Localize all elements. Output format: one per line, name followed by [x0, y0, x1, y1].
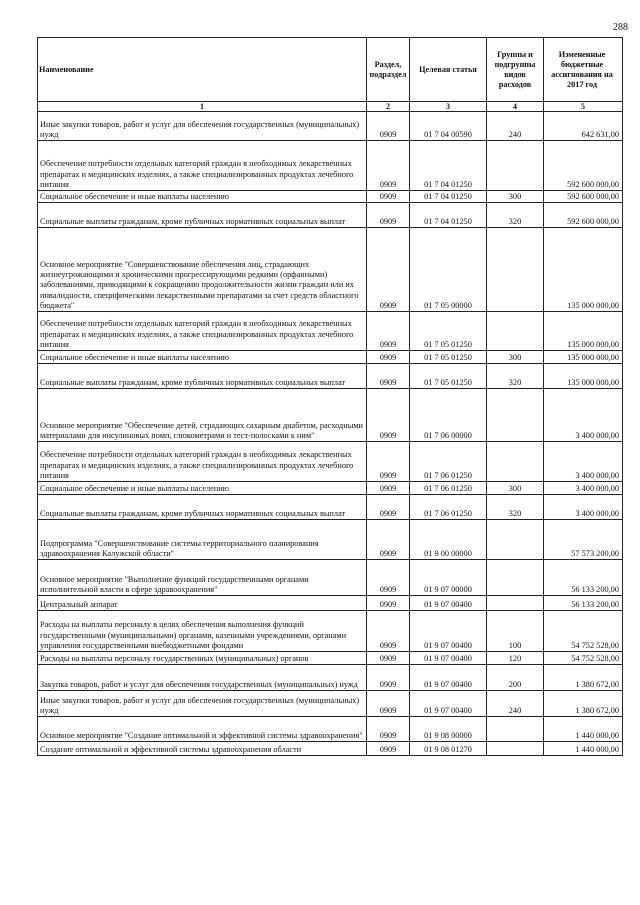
- row-group: 240: [487, 112, 544, 141]
- table-row: [38, 312, 623, 351]
- row-group: [487, 520, 544, 560]
- row-section: 0909: [367, 652, 410, 665]
- table-row: [38, 191, 623, 203]
- table-row: [38, 203, 623, 228]
- row-amount: 592 600 000,00: [544, 203, 623, 228]
- table-row: [38, 141, 623, 191]
- row-name: Обеспечение потребности отдельных категорий граждан в необходимых лекарственных препаратах и медицинских изделиях, а также специализированных продуктах лечебного питания: [38, 141, 367, 191]
- row-name: Центральный аппарат: [38, 596, 367, 611]
- table-row: [38, 596, 623, 611]
- row-target: 01 7 04 01250: [410, 203, 487, 228]
- table-row: [38, 665, 623, 691]
- row-section: 0909: [367, 203, 410, 228]
- budget-table: [37, 37, 623, 756]
- row-name: Основное мероприятие "Совершенствование обеспечения лиц, страдающих жизнеугрожающими и хроническими прогрессирующими редкими (орфанными) заболеваниями, приводящими к сокращению продолжительности жизни граждан или их инвалидности, специфическими лекарственными препаратами за счет средств областного бюджета": [38, 228, 367, 312]
- table-row: [38, 228, 623, 312]
- row-name: Основное мероприятие "Создание оптимальной и эффективной системы здравоохранения": [38, 717, 367, 742]
- row-name: Социальное обеспечение и иные выплаты населению: [38, 351, 367, 364]
- row-target: 01 9 07 00400: [410, 611, 487, 652]
- row-section: 0909: [367, 228, 410, 312]
- row-group: 320: [487, 364, 544, 389]
- row-name: Закупка товаров, работ и услуг для обеспечения государственных (муниципальных) нужд: [38, 665, 367, 691]
- row-target: 01 9 07 00000: [410, 560, 487, 596]
- row-group: 320: [487, 495, 544, 520]
- column-number-row: [38, 102, 623, 112]
- row-group: [487, 596, 544, 611]
- row-section: 0909: [367, 389, 410, 442]
- column-number: 3: [410, 102, 487, 112]
- row-section: 0909: [367, 141, 410, 191]
- table-row: [38, 442, 623, 482]
- row-amount: 135 000 000,00: [544, 364, 623, 389]
- row-amount: 57 573 200,00: [544, 520, 623, 560]
- row-target: 01 7 04 00590: [410, 112, 487, 141]
- table-row: [38, 717, 623, 742]
- row-amount: 1 440 000,00: [544, 717, 623, 742]
- row-section: 0909: [367, 351, 410, 364]
- row-target: 01 9 08 00000: [410, 717, 487, 742]
- row-target: 01 7 06 01250: [410, 482, 487, 495]
- row-section: 0909: [367, 112, 410, 141]
- table-row: [38, 560, 623, 596]
- row-amount: 135 000 000,00: [544, 312, 623, 351]
- row-section: 0909: [367, 364, 410, 389]
- row-section: 0909: [367, 520, 410, 560]
- row-section: 0909: [367, 495, 410, 520]
- row-name: Подпрограмма "Совершенствование системы территориального планирования здравоохранения Калужской области": [38, 520, 367, 560]
- row-amount: 3 400 000,00: [544, 495, 623, 520]
- row-amount: 3 400 000,00: [544, 389, 623, 442]
- table-row: [38, 652, 623, 665]
- row-target: 01 7 06 01250: [410, 495, 487, 520]
- row-group: 120: [487, 652, 544, 665]
- column-number: 4: [487, 102, 544, 112]
- row-amount: 592 600 000,00: [544, 191, 623, 203]
- row-amount: 592 600 000,00: [544, 141, 623, 191]
- table-row: [38, 351, 623, 364]
- table-row: [38, 495, 623, 520]
- row-amount: 642 631,00: [544, 112, 623, 141]
- row-name: Социальные выплаты гражданам, кроме публичных нормативных социальных выплат: [38, 364, 367, 389]
- row-target: 01 9 08 01270: [410, 742, 487, 756]
- row-section: 0909: [367, 560, 410, 596]
- row-target: 01 7 05 01250: [410, 312, 487, 351]
- row-target: 01 7 04 01250: [410, 141, 487, 191]
- row-section: 0909: [367, 442, 410, 482]
- header-section: Раздел, подраздел: [367, 38, 410, 102]
- row-section: 0909: [367, 742, 410, 756]
- row-name: Обеспечение потребности отдельных категорий граждан в необходимых лекарственных препаратах и медицинских изделиях, а также специализированных продуктах лечебного питания: [38, 312, 367, 351]
- row-group: 100: [487, 611, 544, 652]
- row-section: 0909: [367, 482, 410, 495]
- row-name: Расходы на выплаты персоналу в целях обеспечения выполнения функций государственными (муниципальными) органами, казенными учреждениями, органами управления государственными внебюджетными фондами: [38, 611, 367, 652]
- row-amount: 1 440 000,00: [544, 742, 623, 756]
- header-target: Целевая статья: [410, 38, 487, 102]
- table-row: [38, 482, 623, 495]
- row-amount: 3 400 000,00: [544, 482, 623, 495]
- row-target: 01 7 05 01250: [410, 364, 487, 389]
- table-row: [38, 742, 623, 756]
- page-number: 288: [613, 22, 628, 33]
- header-name: Наименование: [38, 38, 367, 102]
- row-section: 0909: [367, 665, 410, 691]
- row-group: 240: [487, 691, 544, 717]
- row-target: 01 7 06 01250: [410, 442, 487, 482]
- row-section: 0909: [367, 691, 410, 717]
- row-name: Расходы на выплаты персоналу государственных (муниципальных) органов: [38, 652, 367, 665]
- row-name: Обеспечение потребности отдельных категорий граждан в необходимых лекарственных препаратах и медицинских изделиях, а также специализированных продуктах лечебного питания: [38, 442, 367, 482]
- row-group: 320: [487, 203, 544, 228]
- row-group: [487, 742, 544, 756]
- row-section: 0909: [367, 611, 410, 652]
- row-section: 0909: [367, 596, 410, 611]
- row-amount: 135 000 000,00: [544, 228, 623, 312]
- header-row: [38, 38, 623, 102]
- row-target: 01 7 04 01250: [410, 191, 487, 203]
- table-row: [38, 364, 623, 389]
- row-name: Основное мероприятие "Выполнение функций государственными органами исполнительной власти в сфере здравоохранения": [38, 560, 367, 596]
- row-target: 01 9 07 00400: [410, 665, 487, 691]
- table-row: [38, 112, 623, 141]
- row-target: 01 9 07 00400: [410, 652, 487, 665]
- row-name: Иные закупки товаров, работ и услуг для обеспечения государственных (муниципальных) нужд: [38, 112, 367, 141]
- table-row: [38, 520, 623, 560]
- row-group: 300: [487, 482, 544, 495]
- row-target: 01 7 05 00000: [410, 228, 487, 312]
- row-group: [487, 389, 544, 442]
- table-body: [38, 112, 623, 756]
- row-target: 01 7 06 00000: [410, 389, 487, 442]
- row-amount: 54 752 528,00: [544, 652, 623, 665]
- row-amount: 56 133 200,00: [544, 596, 623, 611]
- row-group: [487, 442, 544, 482]
- row-group: [487, 560, 544, 596]
- row-name: Социальное обеспечение и иные выплаты населению: [38, 482, 367, 495]
- column-number: 1: [38, 102, 367, 112]
- row-amount: 135 000 000,00: [544, 351, 623, 364]
- row-amount: 1 380 672,00: [544, 691, 623, 717]
- row-name: Социальные выплаты гражданам, кроме публичных нормативных социальных выплат: [38, 495, 367, 520]
- row-group: [487, 717, 544, 742]
- row-section: 0909: [367, 312, 410, 351]
- row-group: [487, 228, 544, 312]
- row-amount: 56 133 200,00: [544, 560, 623, 596]
- row-name: Социальные выплаты гражданам, кроме публичных нормативных социальных выплат: [38, 203, 367, 228]
- header-group: Группы и подгруппы видов расходов: [487, 38, 544, 102]
- row-group: 300: [487, 191, 544, 203]
- table-row: [38, 691, 623, 717]
- row-name: Создание оптимальной и эффективной системы здравоохранения области: [38, 742, 367, 756]
- row-section: 0909: [367, 717, 410, 742]
- row-target: 01 9 07 00400: [410, 691, 487, 717]
- column-number: 5: [544, 102, 623, 112]
- row-name: Основное мероприятие "Обеспечение детей, страдающих сахарным диабетом, расходными материалами для инсулиновых помп, глюкометрами и тест-полосками к ним": [38, 389, 367, 442]
- row-name: Иные закупки товаров, работ и услуг для обеспечения государственных (муниципальных) нужд: [38, 691, 367, 717]
- row-section: 0909: [367, 191, 410, 203]
- row-target: 01 7 05 01250: [410, 351, 487, 364]
- row-group: [487, 312, 544, 351]
- row-group: 300: [487, 351, 544, 364]
- row-amount: 1 380 672,00: [544, 665, 623, 691]
- row-amount: 54 752 528,00: [544, 611, 623, 652]
- row-target: 01 9 07 00400: [410, 596, 487, 611]
- table-row: [38, 611, 623, 652]
- table-row: [38, 389, 623, 442]
- row-amount: 3 400 000,00: [544, 442, 623, 482]
- column-number: 2: [367, 102, 410, 112]
- row-group: [487, 141, 544, 191]
- row-name: Социальное обеспечение и иные выплаты населению: [38, 191, 367, 203]
- header-amount: Измененные бюджетные ассигнования на 2017 год: [544, 38, 623, 102]
- row-group: 200: [487, 665, 544, 691]
- row-target: 01 9 00 00000: [410, 520, 487, 560]
